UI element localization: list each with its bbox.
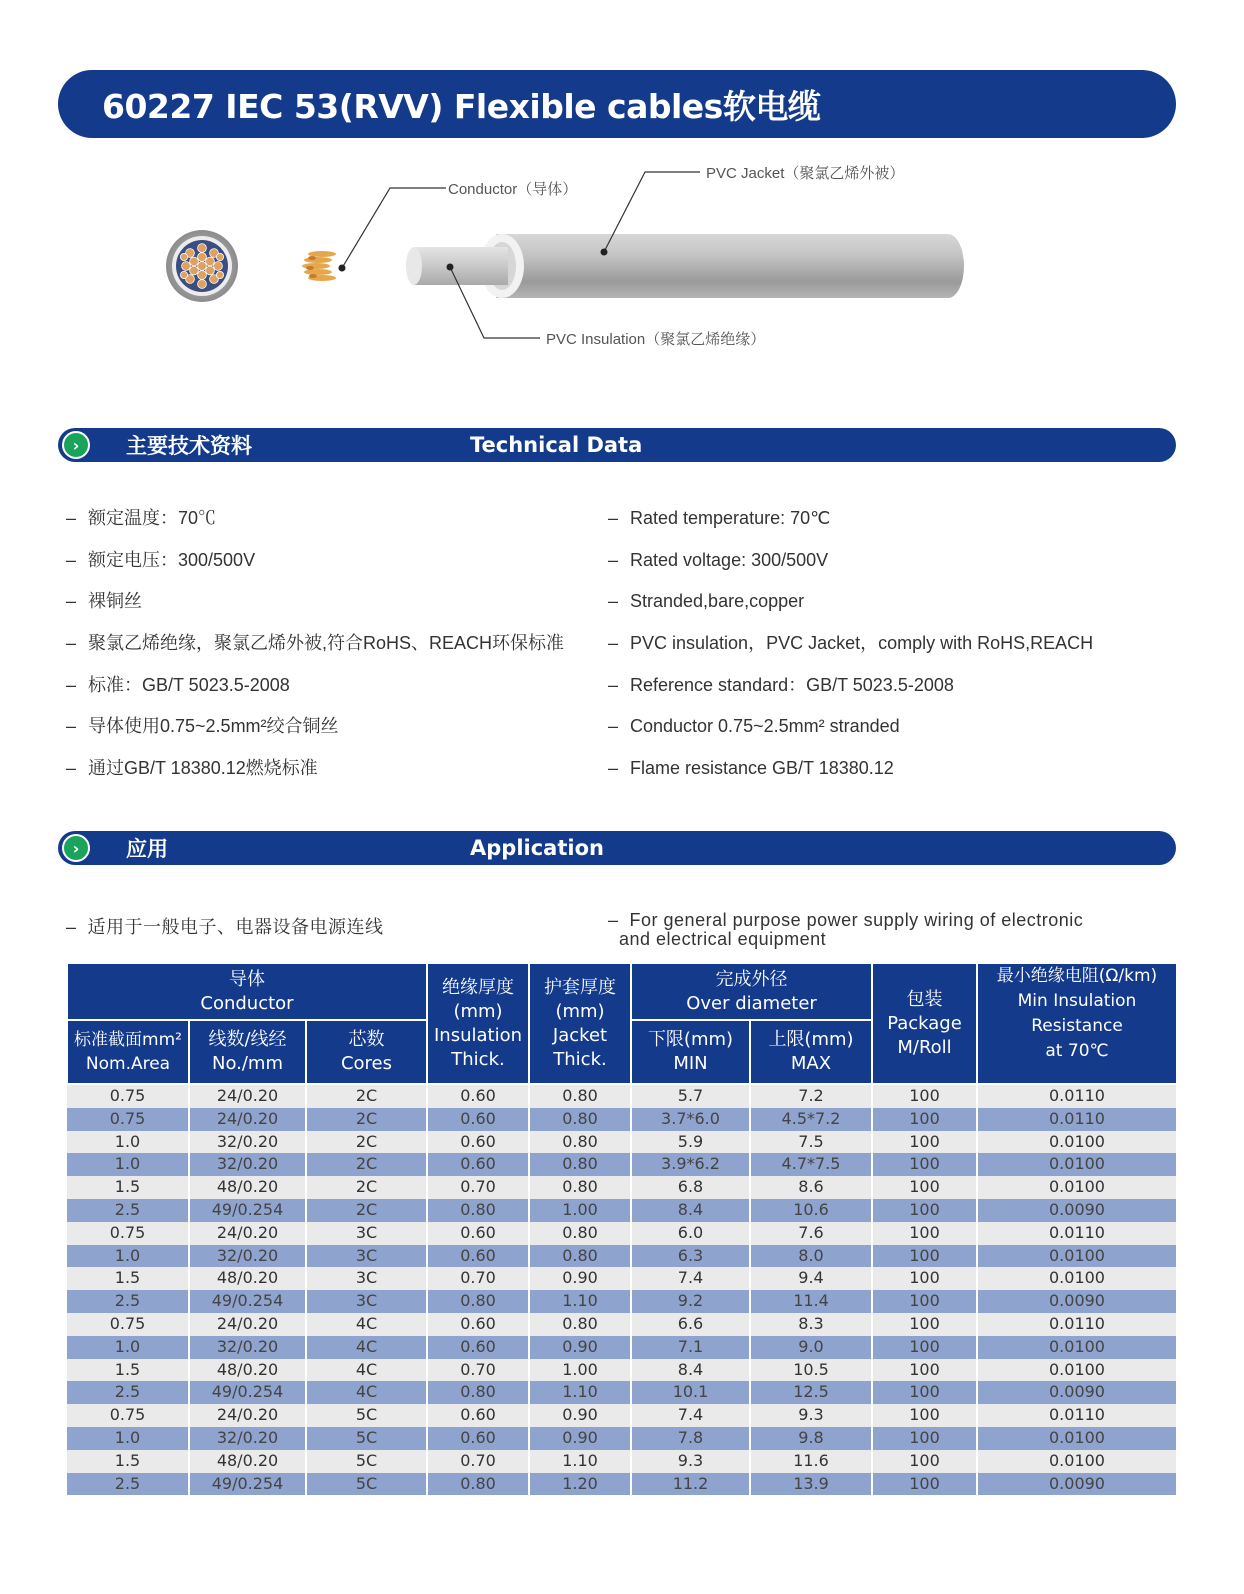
table-cell: 0.0100 — [977, 1176, 1177, 1199]
header-max — [750, 1020, 872, 1084]
table-cell: 9.8 — [750, 1427, 872, 1450]
table-cell: 0.0100 — [977, 1450, 1177, 1473]
application-cn-text: – 适用于一般电子、电器设备电源连线 — [66, 917, 384, 937]
table-row — [67, 1222, 1177, 1245]
header-line: Jacket — [552, 1024, 608, 1046]
application-section-header — [58, 831, 1176, 865]
header-cores — [306, 1020, 427, 1084]
header-nom-area — [67, 1020, 189, 1084]
table-cell: 7.8 — [631, 1427, 750, 1450]
technical-cn-text: 标准：GB/T 5023.5-2008 — [88, 674, 290, 695]
table-cell: 0.80 — [427, 1290, 529, 1313]
table-cell: 7.4 — [631, 1267, 750, 1290]
header-line: 下限(mm) — [647, 1029, 734, 1050]
table-cell: 5C — [306, 1450, 427, 1473]
table-cell: 2.5 — [67, 1473, 189, 1496]
table-cell: 0.70 — [427, 1359, 529, 1382]
table-cell: 48/0.20 — [189, 1267, 306, 1290]
table-cell: 0.60 — [427, 1222, 529, 1245]
table-cell: 4C — [306, 1381, 427, 1404]
table-cell: 32/0.20 — [189, 1336, 306, 1359]
header-insulation — [427, 963, 529, 1084]
table-cell: 49/0.254 — [189, 1473, 306, 1496]
table-cell: 0.80 — [529, 1222, 631, 1245]
table-cell: 10.6 — [750, 1199, 872, 1222]
table-cell: 100 — [872, 1404, 977, 1427]
table-cell: 100 — [872, 1084, 977, 1108]
table-cell: 5.7 — [631, 1084, 750, 1108]
technical-en-text: Conductor 0.75~2.5mm² stranded — [630, 716, 900, 737]
table-cell: 2C — [306, 1199, 427, 1222]
table-cell: 4.5*7.2 — [750, 1108, 872, 1131]
table-cell: 0.0100 — [977, 1131, 1177, 1154]
list-dash: – — [66, 758, 77, 779]
table-cell: 100 — [872, 1359, 977, 1382]
technical-cn-item — [66, 591, 564, 633]
table-cell: 2C — [306, 1084, 427, 1108]
table-cell: 1.0 — [67, 1131, 189, 1154]
table-cell: 8.3 — [750, 1313, 872, 1336]
table-cell: 0.70 — [427, 1450, 529, 1473]
table-cell: 9.0 — [750, 1336, 872, 1359]
table-cell: 2C — [306, 1153, 427, 1176]
table-cell: 6.8 — [631, 1176, 750, 1199]
table-cell: 5C — [306, 1473, 427, 1496]
table-cell: 0.75 — [67, 1084, 189, 1108]
table-cell: 32/0.20 — [189, 1245, 306, 1268]
table-cell: 0.80 — [427, 1199, 529, 1222]
table-cell: 0.90 — [529, 1404, 631, 1427]
insulation-callout: PVC Insulation（聚氯乙烯绝缘） — [546, 331, 766, 348]
header-line: 绝缘厚度 — [442, 976, 514, 998]
technical-cn-item — [66, 550, 564, 592]
table-cell: 0.0110 — [977, 1313, 1177, 1336]
table-cell: 100 — [872, 1450, 977, 1473]
header-no-mm — [189, 1020, 306, 1084]
table-cell: 3C — [306, 1290, 427, 1313]
list-dash: – — [608, 591, 619, 612]
table-cell: 4C — [306, 1313, 427, 1336]
list-dash: – — [66, 508, 77, 528]
table-cell: 0.80 — [529, 1176, 631, 1199]
table-cell: 2C — [306, 1176, 427, 1199]
table-cell: 2.5 — [67, 1381, 189, 1404]
table-cell: 8.4 — [631, 1359, 750, 1382]
technical-section-header — [58, 428, 1176, 462]
list-dash: – — [608, 674, 619, 695]
list-dash: – — [608, 549, 619, 570]
table-cell: 3.7*6.0 — [631, 1108, 750, 1131]
table-cell: 13.9 — [750, 1473, 872, 1496]
table-cell: 0.80 — [529, 1131, 631, 1154]
cable-diagram — [0, 150, 1244, 410]
table-row — [67, 1404, 1177, 1427]
table-cell: 12.5 — [750, 1381, 872, 1404]
table-row — [67, 1153, 1177, 1176]
technical-cn-text: 通过GB/T 18380.12燃烧标准 — [88, 758, 318, 779]
header-line: Cores — [340, 1053, 393, 1074]
table-cell: 0.90 — [529, 1336, 631, 1359]
table-cell: 2.5 — [67, 1290, 189, 1313]
table-row — [67, 1245, 1177, 1268]
table-cell: 1.0 — [67, 1153, 189, 1176]
table-cell: 100 — [872, 1108, 977, 1131]
table-cell: 0.80 — [427, 1473, 529, 1496]
table-cell: 3C — [306, 1245, 427, 1268]
table-cell: 2C — [306, 1131, 427, 1154]
table-cell: 7.4 — [631, 1404, 750, 1427]
table-cell: 49/0.254 — [189, 1381, 306, 1404]
application-en-title: Application — [470, 836, 604, 860]
table-cell: 1.5 — [67, 1359, 189, 1382]
header-line: Min Insulation — [1017, 991, 1137, 1011]
table-cell: 100 — [872, 1153, 977, 1176]
table-cell: 0.80 — [529, 1153, 631, 1176]
technical-en-item — [608, 591, 1093, 633]
header-line: 芯数 — [348, 1029, 385, 1050]
table-row — [67, 1131, 1177, 1154]
technical-en-text: PVC insulation，PVC Jacket，comply with RoHS,REACH — [630, 633, 1094, 654]
spec-table — [66, 962, 1176, 1495]
table-cell: 8.0 — [750, 1245, 872, 1268]
table-cell: 0.0090 — [977, 1199, 1177, 1222]
header-resistance — [977, 963, 1177, 1084]
cable-illustration — [0, 150, 1244, 410]
header-line: MAX — [790, 1053, 832, 1074]
table-cell: 1.0 — [67, 1427, 189, 1450]
technical-en-text: Reference standard：GB/T 5023.5-2008 — [630, 674, 954, 695]
table-row — [67, 1084, 1177, 1108]
technical-en-item — [608, 758, 1093, 800]
table-cell: 5C — [306, 1404, 427, 1427]
header-line: M/Roll — [897, 1036, 952, 1058]
header-line: Thick. — [451, 1048, 505, 1070]
table-cell: 0.90 — [529, 1267, 631, 1290]
list-dash: – — [608, 758, 619, 779]
header-line: 包装 — [906, 988, 943, 1010]
header-line: 上限(mm) — [768, 1029, 854, 1050]
header-conductor — [67, 963, 427, 1020]
table-cell: 7.5 — [750, 1131, 872, 1154]
table-cell: 0.75 — [67, 1108, 189, 1131]
table-cell: 9.2 — [631, 1290, 750, 1313]
table-cell: 100 — [872, 1267, 977, 1290]
table-cell: 9.4 — [750, 1267, 872, 1290]
technical-cn-text: 额定电压：300/500V — [88, 549, 256, 570]
table-cell: 100 — [872, 1176, 977, 1199]
table-cell: 7.6 — [750, 1222, 872, 1245]
header-line: Conductor — [200, 992, 294, 1014]
table-cell: 32/0.20 — [189, 1131, 306, 1154]
table-row — [67, 1267, 1177, 1290]
table-cell: 24/0.20 — [189, 1404, 306, 1427]
technical-cn-item — [66, 633, 564, 675]
header-line: (mm) — [453, 1000, 503, 1022]
technical-en-item — [608, 508, 1093, 550]
technical-cn-item — [66, 716, 564, 758]
header-line: 线数/线经 — [208, 1029, 287, 1050]
list-dash: – — [66, 674, 77, 695]
table-cell: 6.6 — [631, 1313, 750, 1336]
table-cell: 0.70 — [427, 1176, 529, 1199]
list-dash: – — [66, 716, 77, 737]
table-cell: 0.70 — [427, 1267, 529, 1290]
table-cell: 100 — [872, 1473, 977, 1496]
table-cell: 100 — [872, 1131, 977, 1154]
technical-en-item — [608, 633, 1093, 675]
table-cell: 3C — [306, 1267, 427, 1290]
table-cell: 1.20 — [529, 1473, 631, 1496]
table-cell: 1.00 — [529, 1199, 631, 1222]
table-cell: 1.10 — [529, 1450, 631, 1473]
table-cell: 100 — [872, 1427, 977, 1450]
header-jacket — [529, 963, 631, 1084]
table-cell: 48/0.20 — [189, 1450, 306, 1473]
table-cell: 100 — [872, 1381, 977, 1404]
application-cn-title: 应用 — [126, 837, 168, 861]
header-line: 标准截面mm² — [74, 1030, 182, 1050]
header-line: Over diameter — [686, 992, 817, 1014]
table-cell: 0.80 — [529, 1084, 631, 1108]
technical-en-text: Flame resistance GB/T 18380.12 — [630, 758, 894, 779]
table-cell: 8.4 — [631, 1199, 750, 1222]
table-cell: 10.1 — [631, 1381, 750, 1404]
table-cell: 0.0110 — [977, 1108, 1177, 1131]
table-cell: 0.0100 — [977, 1267, 1177, 1290]
technical-cn-text: 裸铜丝 — [88, 591, 142, 612]
table-cell: 0.60 — [427, 1404, 529, 1427]
table-cell: 11.2 — [631, 1473, 750, 1496]
table-row — [67, 1336, 1177, 1359]
table-cell: 3C — [306, 1222, 427, 1245]
table-cell: 0.60 — [427, 1131, 529, 1154]
list-dash: – — [66, 633, 77, 654]
table-cell: 0.75 — [67, 1222, 189, 1245]
technical-en-title: Technical Data — [470, 433, 643, 457]
technical-cn-item — [66, 508, 564, 550]
technical-cn-title: 主要技术资料 — [126, 434, 252, 458]
table-cell: 0.80 — [529, 1108, 631, 1131]
table-row — [67, 1473, 1177, 1496]
technical-en-list — [608, 508, 1093, 800]
list-dash: – — [66, 591, 77, 612]
table-cell: 1.5 — [67, 1176, 189, 1199]
chevron-right-icon: › — [62, 834, 90, 862]
table-cell: 1.10 — [529, 1290, 631, 1313]
table-cell: 6.0 — [631, 1222, 750, 1245]
table-cell: 0.75 — [67, 1313, 189, 1336]
table-cell: 5C — [306, 1427, 427, 1450]
table-cell: 24/0.20 — [189, 1084, 306, 1108]
table-cell: 0.0100 — [977, 1427, 1177, 1450]
technical-cn-text: 导体使用0.75~2.5mm²绞合铜丝 — [88, 716, 339, 737]
header-min — [631, 1020, 750, 1084]
table-cell: 6.3 — [631, 1245, 750, 1268]
header-line: Package — [887, 1012, 962, 1034]
table-cell: 0.60 — [427, 1084, 529, 1108]
table-cell: 9.3 — [631, 1450, 750, 1473]
table-cell: 0.0100 — [977, 1336, 1177, 1359]
header-line: Thick. — [553, 1048, 607, 1070]
table-cell: 100 — [872, 1336, 977, 1359]
table-row — [67, 1108, 1177, 1131]
table-cell: 48/0.20 — [189, 1359, 306, 1382]
table-cell: 0.0110 — [977, 1404, 1177, 1427]
table-cell: 0.80 — [529, 1313, 631, 1336]
table-cell: 0.60 — [427, 1153, 529, 1176]
header-line: No./mm — [211, 1053, 283, 1074]
table-cell: 0.0090 — [977, 1473, 1177, 1496]
table-cell: 4C — [306, 1359, 427, 1382]
table-row — [67, 1313, 1177, 1336]
cross-section-icon — [166, 230, 238, 302]
technical-en-item — [608, 716, 1093, 758]
table-row — [67, 1290, 1177, 1313]
table-cell: 4.7*7.5 — [750, 1153, 872, 1176]
technical-cn-item — [66, 675, 564, 717]
chevron-right-icon: › — [62, 431, 90, 459]
table-cell: 100 — [872, 1290, 977, 1313]
technical-en-item — [608, 675, 1093, 717]
table-cell: 2C — [306, 1108, 427, 1131]
table-cell: 11.6 — [750, 1450, 872, 1473]
table-cell: 0.0110 — [977, 1084, 1177, 1108]
header-line: 最小绝缘电阻(Ω/km) — [996, 966, 1158, 986]
header-line: 完成外径 — [715, 968, 788, 990]
application-en-text: – For general purpose power supply wiring of electronic and electrical equipment — [608, 910, 1084, 949]
table-cell: 4C — [306, 1336, 427, 1359]
page-title: 60227 IEC 53(RVV) Flexible cables软电缆 — [58, 70, 1176, 138]
table-cell: 0.60 — [427, 1336, 529, 1359]
table-cell: 8.6 — [750, 1176, 872, 1199]
table-cell: 1.0 — [67, 1245, 189, 1268]
technical-en-item — [608, 550, 1093, 592]
table-cell: 0.0100 — [977, 1359, 1177, 1382]
table-cell: 0.60 — [427, 1313, 529, 1336]
table-cell: 0.60 — [427, 1427, 529, 1450]
header-line: at 70℃ — [1045, 1041, 1109, 1061]
table-cell: 0.0090 — [977, 1290, 1177, 1313]
table-cell: 0.0110 — [977, 1222, 1177, 1245]
table-cell: 24/0.20 — [189, 1313, 306, 1336]
table-row — [67, 1199, 1177, 1222]
table-cell: 100 — [872, 1222, 977, 1245]
jacket-callout: PVC Jacket（聚氯乙烯外被） — [706, 165, 905, 182]
table-cell: 3.9*6.2 — [631, 1153, 750, 1176]
table-cell: 1.10 — [529, 1381, 631, 1404]
table-cell: 11.4 — [750, 1290, 872, 1313]
list-dash: – — [66, 549, 77, 570]
list-dash: – — [608, 716, 619, 737]
table-cell: 24/0.20 — [189, 1108, 306, 1131]
header-line: Nom.Area — [85, 1054, 171, 1074]
technical-en-text: Rated voltage: 300/500V — [630, 549, 829, 570]
table-cell: 49/0.254 — [189, 1290, 306, 1313]
list-dash: – — [608, 508, 619, 528]
header-line: Insulation — [433, 1024, 522, 1046]
table-cell: 0.0100 — [977, 1245, 1177, 1268]
technical-en-text: Stranded,bare,copper — [630, 591, 805, 612]
header-line: (mm) — [555, 1000, 605, 1022]
technical-cn-text: 额定温度：70℃ — [88, 508, 217, 528]
table-row — [67, 1176, 1177, 1199]
table-cell: 0.60 — [427, 1108, 529, 1131]
technical-cn-item — [66, 758, 564, 800]
table-cell: 0.80 — [427, 1381, 529, 1404]
header-line: MIN — [673, 1053, 708, 1074]
table-row — [67, 1450, 1177, 1473]
table-cell: 0.0090 — [977, 1381, 1177, 1404]
table-cell: 49/0.254 — [189, 1199, 306, 1222]
table-cell: 1.0 — [67, 1336, 189, 1359]
header-line: Resistance — [1031, 1016, 1123, 1036]
list-dash: – — [608, 633, 619, 654]
table-cell: 48/0.20 — [189, 1176, 306, 1199]
technical-en-text: Rated temperature: 70℃ — [630, 508, 831, 528]
table-cell: 5.9 — [631, 1131, 750, 1154]
table-cell: 2.5 — [67, 1199, 189, 1222]
table-cell: 100 — [872, 1313, 977, 1336]
table-cell: 0.75 — [67, 1404, 189, 1427]
table-cell: 1.00 — [529, 1359, 631, 1382]
table-cell: 32/0.20 — [189, 1153, 306, 1176]
table-cell: 100 — [872, 1245, 977, 1268]
header-package — [872, 963, 977, 1084]
header-line: 导体 — [229, 968, 265, 990]
table-cell: 9.3 — [750, 1404, 872, 1427]
table-row — [67, 1381, 1177, 1404]
table-cell: 32/0.20 — [189, 1427, 306, 1450]
table-cell: 10.5 — [750, 1359, 872, 1382]
table-cell: 1.5 — [67, 1267, 189, 1290]
technical-cn-text: 聚氯乙烯绝缘，聚氯乙烯外被,符合RoHS、REACH环保标准 — [88, 633, 565, 654]
table-row — [67, 1427, 1177, 1450]
conductor-callout: Conductor（导体） — [448, 181, 578, 198]
table-cell: 0.90 — [529, 1427, 631, 1450]
table-cell: 0.80 — [529, 1245, 631, 1268]
header-line: 护套厚度 — [544, 976, 616, 998]
table-cell: 0.60 — [427, 1245, 529, 1268]
technical-cn-list — [66, 508, 564, 800]
table-cell: 7.2 — [750, 1084, 872, 1108]
table-cell: 0.0100 — [977, 1153, 1177, 1176]
table-cell: 1.5 — [67, 1450, 189, 1473]
table-cell: 24/0.20 — [189, 1222, 306, 1245]
table-row — [67, 1359, 1177, 1382]
table-cell: 7.1 — [631, 1336, 750, 1359]
table-cell: 100 — [872, 1199, 977, 1222]
header-over-diameter — [631, 963, 872, 1020]
